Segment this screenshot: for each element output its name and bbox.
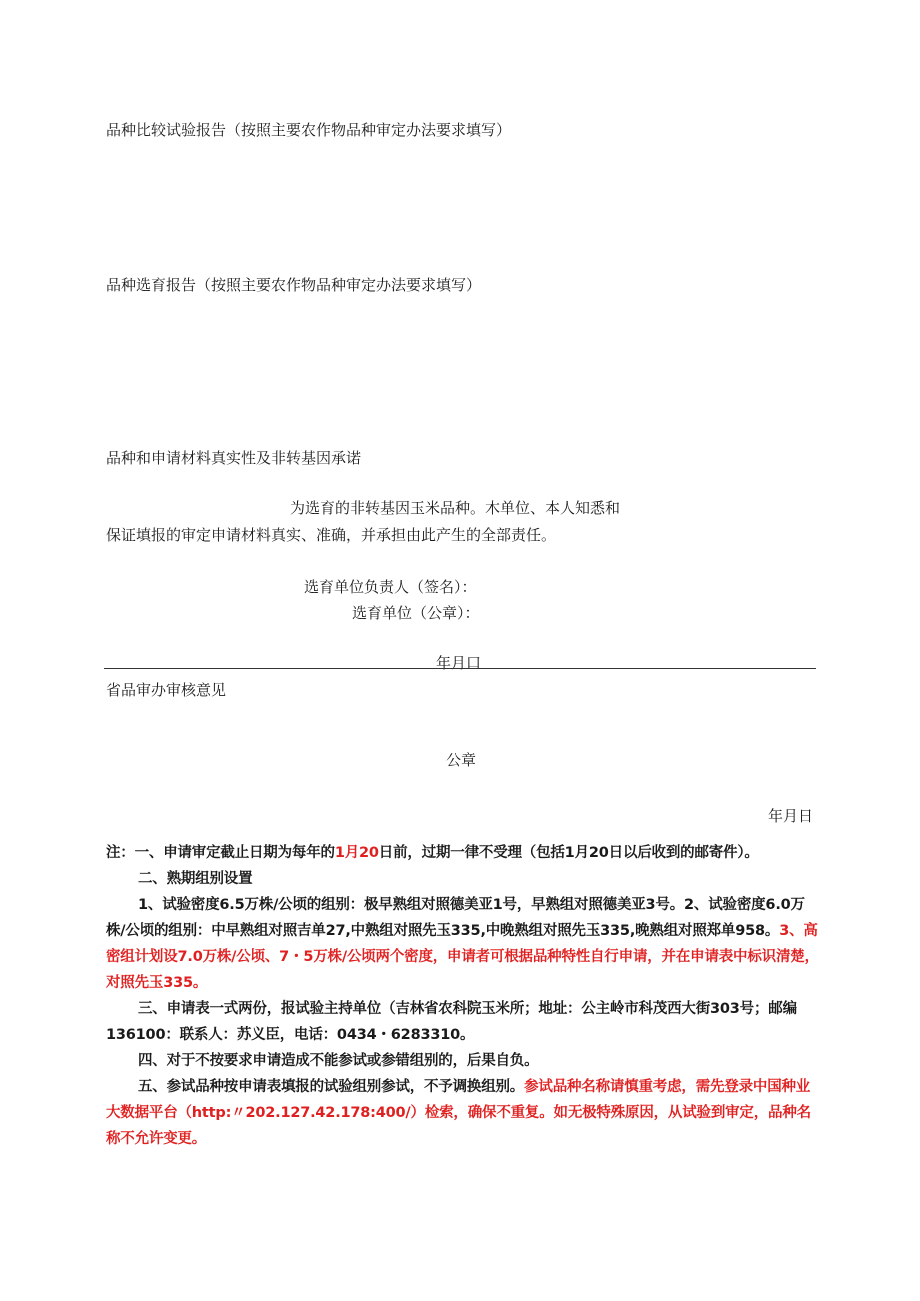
notes-block bbox=[106, 840, 822, 1152]
note-6-text: 五、参试品种按申请表填报的试验组别参试，不予调换组别。 bbox=[138, 1079, 525, 1095]
review-heading: 省品审办审核意见 bbox=[106, 681, 227, 699]
note-6-highlight: 参试品种名称请慎重考虑，需先登录中国种业大数据平台（http:〃202.127.42.178:400/）检索，确保不重复。如无极特殊原因，从试验到审定，品种名称不允许变更。 bbox=[106, 1079, 811, 1147]
note-6 bbox=[106, 1074, 822, 1152]
note-4: 三、申请表一式两份，报试验主持单位（吉林省农科院玉米所；地址：公主岭市科茂西大街303号；邮编136100：联系人：苏义臣，电话：0434・6283310。 bbox=[106, 1001, 797, 1043]
note-2: 二、熟期组别设置 bbox=[138, 871, 253, 887]
unit-seal-label: 选育单位（公章）： bbox=[352, 604, 480, 622]
breeding-report-heading: 品种选育报告（按照主要农作物品种审定办法要求填写） bbox=[106, 276, 482, 294]
note-3-highlight: 3、高密组计划设7.0万株/公顷、7・5万株/公顷两个密度，申请者可根据品种特性自行申请，并在申请表中标识清楚，对照先玉335。 bbox=[106, 923, 819, 991]
note-1-text: 注：一、申请审定截止日期为每年的 bbox=[106, 845, 335, 861]
note-3 bbox=[106, 892, 822, 996]
section-divider bbox=[104, 668, 816, 669]
note-1-text-b: 日前，过期一律不受理（包括1月20日以后收到的邮寄件）。 bbox=[378, 845, 759, 861]
comparison-report-heading: 品种比较试验报告（按照主要农作物品种审定办法要求填写） bbox=[106, 121, 512, 139]
commitment-line-2: 保证填报的审定申请材料真实、准确，并承担由此产生的全部责任。 bbox=[106, 526, 557, 544]
review-seal: 公章 bbox=[446, 751, 477, 769]
note-3-text: 1、试验密度6.5万株/公顷的组别：极早熟组对照德美亚1号，早熟组对照德美亚3号。2、试验密度6.0万株/公顷的组别：中早熟组对照吉单27,中熟组对照先玉335,中晚熟组对照先玉335,晚熟组对照郑单958。 bbox=[106, 897, 805, 939]
commitment-heading: 品种和申请材料真实性及非转基因承诺 bbox=[106, 449, 362, 467]
commitment-date: 年月口 bbox=[436, 654, 482, 672]
note-1 bbox=[106, 840, 822, 866]
commitment-line-1: 为选育的非转基因玉米品种。木单位、本人知悉和 bbox=[290, 499, 621, 517]
signer-label: 选育单位负责人（签名）： bbox=[304, 578, 477, 596]
review-date: 年月日 bbox=[768, 807, 814, 825]
note-5: 四、对于不按要求申请造成不能参试或参错组别的，后果自负。 bbox=[138, 1053, 539, 1069]
deadline-highlight: 1月20 bbox=[334, 845, 379, 861]
